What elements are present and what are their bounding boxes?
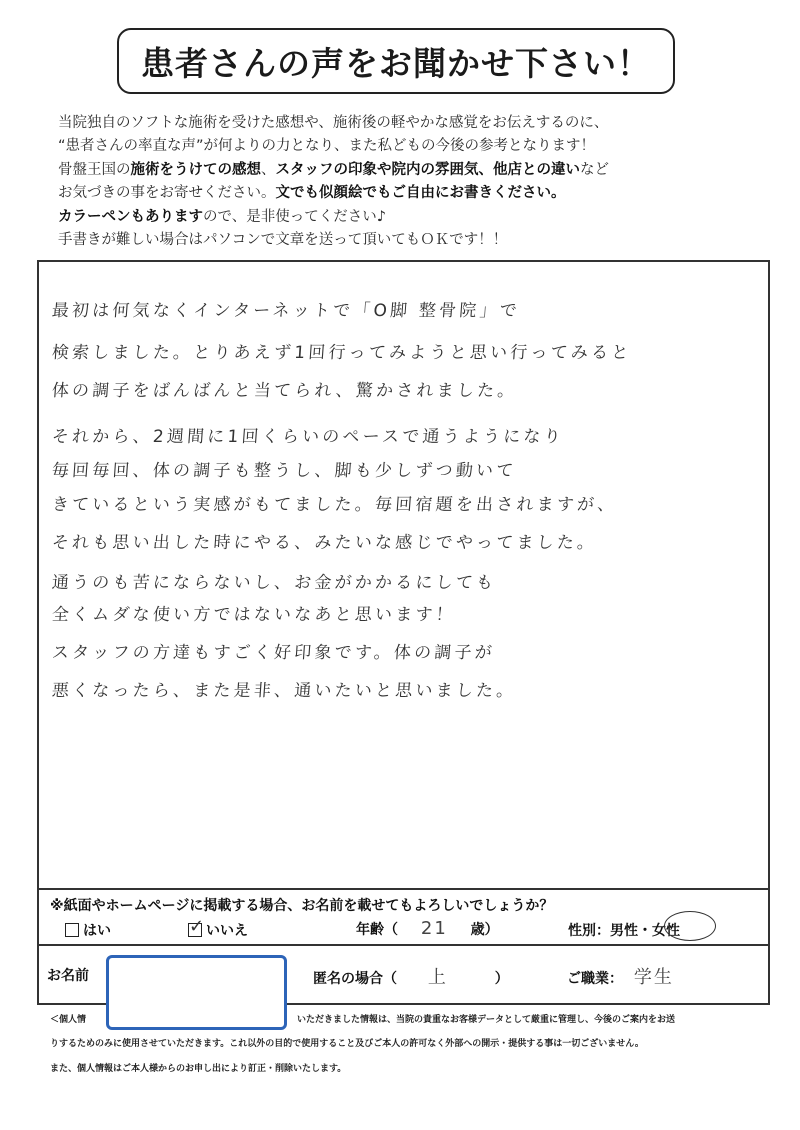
no-checkbox[interactable] <box>188 916 205 937</box>
intro-line-6: 手書きが難しい場合はパソコンで文章を送って頂いてもＯＫです！！ <box>58 232 508 249</box>
yes-checkbox[interactable] <box>65 923 79 937</box>
intro-3b: 施術をうけての感想 <box>130 161 261 178</box>
gender-male[interactable]: 男性 <box>610 923 638 939</box>
gender-circle-mark <box>664 911 716 941</box>
testimonial-line: 検索しました。とりあえず1回行ってみようと思い行ってみると <box>51 343 633 363</box>
anon-close: ） <box>494 971 509 987</box>
gender-label: 性別： <box>568 923 610 939</box>
age-value: 21 <box>420 918 448 939</box>
title-box <box>117 28 675 94</box>
job-value: 学生 <box>633 967 674 988</box>
check-mark-icon: ✓ <box>189 916 205 937</box>
age-field[interactable] <box>356 918 499 939</box>
intro-5a: カラーペンもあります <box>58 208 203 225</box>
testimonial-line: 毎回毎回、体の調子も整うし、脚も少しずつ動いて <box>51 461 518 481</box>
anon-field[interactable] <box>313 963 509 989</box>
consent-no[interactable] <box>188 916 248 940</box>
testimonial-line: スタッフの方達もすごく好印象です。体の調子が <box>51 643 496 663</box>
form-box <box>37 260 770 1005</box>
gender-sep: ・ <box>638 923 652 939</box>
testimonial-line: 全くムダな使い方ではないなあと思います！ <box>51 605 457 625</box>
intro-3d: スタッフの印象や院内の雰囲気、他店との違い <box>275 161 580 178</box>
job-field[interactable] <box>567 963 674 989</box>
gender-female[interactable]: 女性 <box>652 923 680 939</box>
page-title: 患者さんの声をお聞かせ下さい！ <box>141 43 651 83</box>
intro-line-2: “患者さんの率直な声”が何よりの力となり、また私どもの今後の参考となります！ <box>58 138 596 155</box>
gender-field[interactable] <box>568 920 680 940</box>
intro-4a: お気づきの事をお寄せください。 <box>58 185 276 202</box>
testimonial-line: 通うのも苦にならないし、お金がかかるにしても <box>51 573 497 593</box>
job-label: ご職業： <box>567 971 623 987</box>
privacy-start: ＜個人情 <box>50 1015 87 1025</box>
intro-4b: 文でも似顔絵でもご自由にお書きください。 <box>275 185 566 202</box>
consent-question: ※紙面やホームページに掲載する場合、お名前を載せてもよろしいでしょうか？ <box>50 898 554 914</box>
divider-name <box>37 944 770 946</box>
privacy-line-2: りするためのみに使用させていただきます。これ以外の目的で使用すること及びご本人の許可なく外部への開示・提供する事は一切ございません。 <box>50 1039 644 1049</box>
testimonial-line: きているという実感がもてました。毎回宿題を出されますが、 <box>51 495 619 515</box>
intro-text <box>58 112 758 252</box>
consent-yes[interactable] <box>65 920 111 940</box>
age-label: 年齢（ <box>356 922 398 938</box>
yes-label: はい <box>83 923 111 939</box>
privacy-line-1: いただきました情報は、当院の貴重なお客様データとして厳重に管理し、今後のご案内をお送 <box>297 1015 676 1025</box>
intro-line-3 <box>58 159 758 182</box>
intro-5b: ので、是非使ってください♪ <box>203 208 386 225</box>
testimonial-line: 最初は何気なくインターネットで「O脚 整骨院」で <box>51 301 521 321</box>
anon-label: 匿名の場合（ <box>313 971 397 987</box>
name-label: お名前 <box>47 968 89 984</box>
testimonial-line: 体の調子をばんばんと当てられ、驚かされました。 <box>51 381 519 401</box>
intro-line-4 <box>58 182 758 205</box>
name-redaction-box[interactable] <box>106 955 287 1030</box>
no-label: いいえ <box>206 923 248 939</box>
divider-consent <box>37 888 770 890</box>
privacy-line-3: また、個人情報はご本人様からのお申し出により訂正・削除いたします。 <box>50 1064 347 1074</box>
intro-line-5 <box>58 206 758 229</box>
intro-3a: 骨盤王国の <box>58 161 131 178</box>
intro-line-1: 当院独自のソフトな施術を受けた感想や、施術後の軽やかな感覚をお伝えするのに、 <box>58 115 609 131</box>
testimonial-line: それも思い出した時にやる、みたいな感じでやってました。 <box>51 533 598 553</box>
testimonial-line: 悪くなったら、また是非、通いたいと思いました。 <box>51 681 518 701</box>
anon-value: 上 <box>427 967 448 988</box>
intro-3c: 、 <box>261 161 276 178</box>
intro-3e: など <box>580 161 609 178</box>
age-unit: 歳） <box>470 922 499 938</box>
testimonial-line: それから、2週間に1回くらいのペースで通うようになり <box>51 427 565 447</box>
